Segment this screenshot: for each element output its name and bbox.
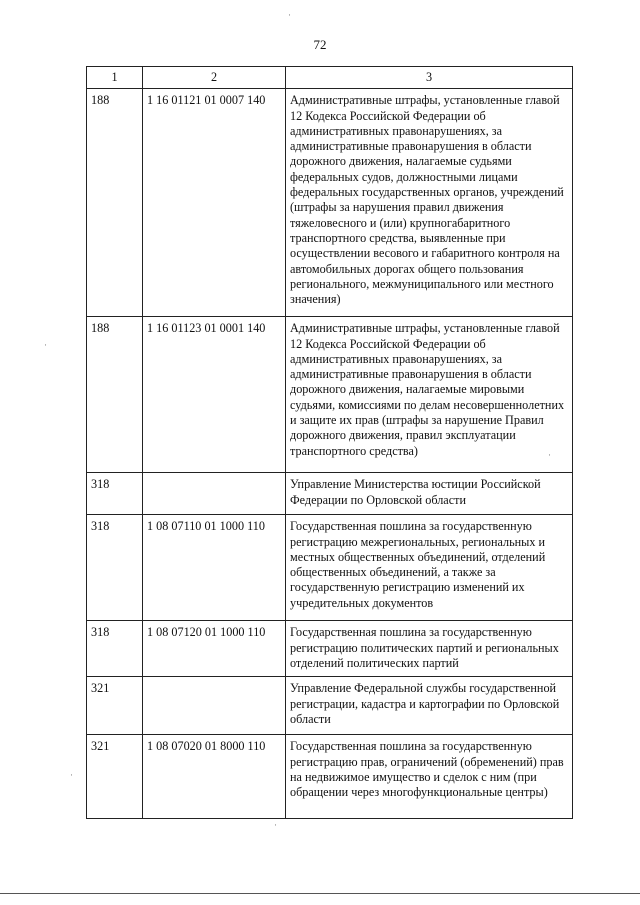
description-cell: Управление Федеральной службы государственной регистрации, кадастра и картографии по Орловской области <box>286 677 573 735</box>
table-row <box>87 89 573 317</box>
income-code-cell: 1 08 07120 01 1000 110 <box>143 621 286 677</box>
admin-code-cell: 321 <box>87 735 143 819</box>
header-col-2: 2 <box>143 67 286 89</box>
description-cell: Государственная пошлина за государственную регистрацию политических партий и региональных отделений политических партий <box>286 621 573 677</box>
description-cell: Государственная пошлина за государственную регистрацию прав, ограничений (обременений) прав на недвижимое имущество и сделок с ним (при обращении через многофункциональные центры) <box>286 735 573 819</box>
admin-code-cell: 188 <box>87 89 143 317</box>
table-header-row <box>87 67 573 89</box>
description-cell: Управление Министерства юстиции Российской Федерации по Орловской области <box>286 473 573 515</box>
income-code-cell: 1 16 01121 01 0007 140 <box>143 89 286 317</box>
income-code-cell: 1 08 07110 01 1000 110 <box>143 515 286 621</box>
admin-code-cell: 321 <box>87 677 143 735</box>
table-row <box>87 317 573 473</box>
header-col-3: 3 <box>286 67 573 89</box>
scan-speck: · <box>70 770 73 780</box>
table-row <box>87 621 573 677</box>
budget-codes-table <box>86 66 573 819</box>
scan-speck: · <box>288 10 291 20</box>
table-row <box>87 473 573 515</box>
bottom-edge-line <box>0 893 640 894</box>
scan-speck: · <box>274 820 277 830</box>
admin-code-cell: 318 <box>87 515 143 621</box>
page-number: 72 <box>313 37 327 52</box>
income-code-cell <box>143 473 286 515</box>
admin-code-cell: 318 <box>87 621 143 677</box>
header-col-1: 1 <box>87 67 143 89</box>
table-row <box>87 735 573 819</box>
scan-speck: · <box>44 340 47 350</box>
admin-code-cell: 188 <box>87 317 143 473</box>
income-code-cell: 1 16 01123 01 0001 140 <box>143 317 286 473</box>
income-code-cell: 1 08 07020 01 8000 110 <box>143 735 286 819</box>
description-cell: Административные штрафы, установленные главой 12 Кодекса Российской Федерации об административных правонарушениях, за административные правонарушения в области дорожного движения, налагаемые судьями федеральных судов, должностными лицами федеральных государственных органов, учреждений (штрафы за нарушения правил движения тяжеловесного и (или) крупногабаритного транспортного средства, выявленные при осуществлении весового и габаритного контроля на автомобильных дорогах общего пользования регионального, межмуниципального или местного значения) <box>286 89 573 317</box>
scan-speck: · <box>548 450 551 460</box>
table-row <box>87 677 573 735</box>
admin-code-cell: 318 <box>87 473 143 515</box>
income-code-cell <box>143 677 286 735</box>
table-row <box>87 515 573 621</box>
description-cell: Государственная пошлина за государственную регистрацию межрегиональных, региональных и местных общественных объединений, отделений общественных объединений, а также за государственную регистрацию изменений их учредительных документов <box>286 515 573 621</box>
description-cell: Административные штрафы, установленные главой 12 Кодекса Российской Федерации об административных правонарушениях, за административные правонарушения в области дорожного движения, налагаемые мировыми судьями, комиссиями по делам несовершеннолетних и защите их прав (штрафы за нарушение Правил дорожного движения, правил эксплуатации транспортного средства) <box>286 317 573 473</box>
